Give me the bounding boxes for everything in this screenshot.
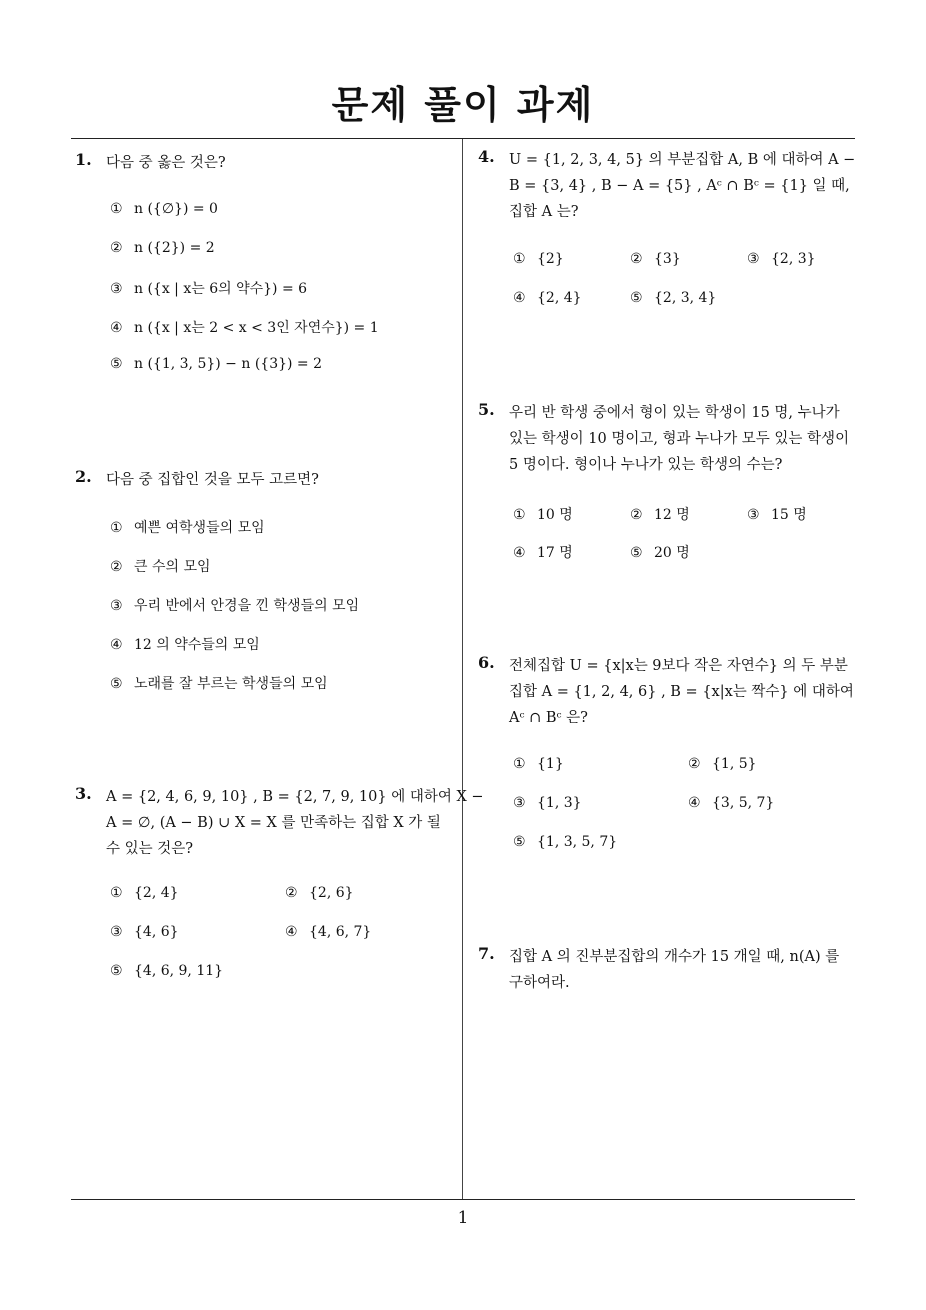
option-text: {2, 6} [309, 885, 354, 901]
question-stem [106, 150, 226, 176]
option-2[interactable] [285, 885, 354, 901]
option-1[interactable] [513, 756, 564, 772]
option-marker: ② [630, 507, 643, 523]
option-text: n ({x | x는 6의 약수}) = 6 [134, 281, 308, 297]
option-text: {4, 6} [134, 924, 179, 940]
option-marker: ④ [688, 795, 701, 811]
question-7 [478, 944, 863, 1004]
option-marker: ① [110, 520, 123, 536]
stem-line: 전체집합 U = {x|x는 9보다 작은 자연수} 의 두 부분 [509, 658, 848, 674]
option-2[interactable] [630, 504, 690, 524]
question-stem [106, 784, 484, 862]
question-stem [106, 467, 319, 493]
option-1[interactable] [513, 504, 573, 524]
question-6 [478, 653, 863, 863]
option-text: {2, 3} [771, 251, 816, 267]
question-number: 4. [478, 147, 495, 166]
option-text: {2} [537, 251, 564, 267]
option-1[interactable] [513, 251, 564, 267]
option-3[interactable] [110, 595, 359, 615]
question-2 [75, 467, 460, 707]
question-stem [509, 400, 849, 478]
stem-line: A = ∅, (A − B) ∪ X = X 를 만족하는 집합 X 가 될 [106, 815, 441, 831]
option-text: 20 명 [654, 545, 690, 561]
option-marker: ⑤ [513, 834, 526, 850]
option-5[interactable] [110, 356, 322, 372]
option-text: {1, 5} [712, 756, 757, 772]
option-text: {2, 4} [537, 290, 582, 306]
option-marker: ① [110, 201, 123, 217]
option-marker: ④ [513, 545, 526, 561]
question-number: 1. [75, 150, 92, 169]
stem-line: U = {1, 2, 3, 4, 5} 의 부분집합 A, B 에 대하여 A − [509, 152, 856, 168]
option-marker: ① [110, 885, 123, 901]
option-3[interactable] [747, 504, 807, 524]
option-5[interactable] [110, 673, 328, 693]
option-4[interactable] [110, 317, 379, 337]
option-marker: ③ [747, 507, 760, 523]
option-text: 17 명 [537, 545, 573, 561]
question-stem [509, 653, 854, 731]
option-marker: ④ [110, 637, 123, 653]
question-stem [509, 944, 839, 996]
option-1[interactable] [110, 517, 265, 537]
stem-line: 수 있는 것은? [106, 841, 194, 857]
stem-line: 구하여라. [509, 975, 570, 991]
option-3[interactable] [513, 795, 582, 811]
option-3[interactable] [747, 251, 816, 267]
option-text: 큰 수의 모임 [134, 559, 211, 575]
question-5 [478, 400, 863, 570]
option-text: n ({x | x는 2 < x < 3인 자연수}) = 1 [134, 320, 379, 336]
option-text: {1, 3, 5, 7} [537, 834, 618, 850]
question-stem [509, 147, 855, 225]
option-4[interactable] [688, 795, 774, 811]
option-text: n ({∅}) = 0 [134, 201, 218, 217]
option-text: 15 명 [771, 507, 807, 523]
option-marker: ⑤ [110, 963, 123, 979]
option-marker: ② [688, 756, 701, 772]
option-text: {4, 6, 7} [309, 924, 372, 940]
option-2[interactable] [630, 251, 681, 267]
stem-line: 집합 A 의 진부분집합의 개수가 15 개일 때, n(A) 를 [509, 949, 840, 965]
option-text: 10 명 [537, 507, 573, 523]
option-text: 우리 반에서 안경을 낀 학생들의 모임 [134, 598, 360, 614]
option-marker: ③ [110, 924, 123, 940]
option-marker: ③ [747, 251, 760, 267]
option-3[interactable] [110, 278, 307, 298]
option-4[interactable] [513, 542, 573, 562]
page-title: 문제 풀이 과제 [331, 83, 595, 127]
option-marker: ⑤ [630, 290, 643, 306]
option-2[interactable] [688, 756, 757, 772]
bottom-rule [71, 1199, 855, 1200]
option-marker: ③ [110, 598, 123, 614]
option-5[interactable] [513, 834, 617, 850]
option-marker: ④ [285, 924, 298, 940]
option-marker: ③ [110, 281, 123, 297]
option-marker: ⑤ [110, 356, 123, 372]
option-4[interactable] [110, 634, 260, 654]
option-text: n ({1, 3, 5}) − n ({3}) = 2 [134, 356, 323, 372]
option-2[interactable] [110, 556, 211, 576]
option-text: {2, 4} [134, 885, 179, 901]
stem-line: 다음 중 집합인 것을 모두 고르면? [106, 472, 319, 488]
option-text: {2, 3, 4} [654, 290, 717, 306]
stem-line: 있는 학생이 10 명이고, 형과 누나가 모두 있는 학생이 [509, 431, 850, 447]
stem-line: 다음 중 옳은 것은? [106, 155, 226, 171]
option-marker: ④ [110, 320, 123, 336]
option-text: 12 명 [654, 507, 690, 523]
option-marker: ③ [513, 795, 526, 811]
question-number: 6. [478, 653, 495, 672]
option-marker: ① [513, 756, 526, 772]
option-marker: ⑤ [110, 676, 123, 692]
option-3[interactable] [110, 924, 179, 940]
option-marker: ② [110, 240, 123, 256]
option-marker: ① [513, 251, 526, 267]
stem-line: Aᶜ ∩ Bᶜ 은? [509, 710, 588, 726]
option-text: {1, 3} [537, 795, 582, 811]
question-number: 7. [478, 944, 495, 963]
option-marker: ④ [513, 290, 526, 306]
stem-line: A = {2, 4, 6, 9, 10} , B = {2, 7, 9, 10} 에 대하여 X − [106, 789, 484, 805]
option-text: n ({2}) = 2 [134, 240, 215, 256]
stem-line: 우리 반 학생 중에서 형이 있는 학생이 15 명, 누나가 [509, 405, 840, 421]
option-2[interactable] [110, 240, 215, 256]
option-marker: ② [285, 885, 298, 901]
option-marker: ⑤ [630, 545, 643, 561]
option-text: 노래를 잘 부르는 학생들의 모임 [134, 676, 328, 692]
option-marker: ② [630, 251, 643, 267]
option-1[interactable] [110, 201, 218, 217]
question-1 [75, 150, 460, 390]
option-4[interactable] [285, 924, 371, 940]
option-5[interactable] [630, 290, 716, 306]
option-marker: ② [110, 559, 123, 575]
column-divider [462, 139, 463, 1200]
option-1[interactable] [110, 885, 179, 901]
option-text: {3, 5, 7} [712, 795, 775, 811]
question-4 [478, 147, 863, 317]
question-number: 3. [75, 784, 92, 803]
option-5[interactable] [110, 963, 223, 979]
top-rule [71, 138, 855, 139]
option-text: 12 의 약수들의 모임 [134, 637, 260, 653]
option-text: {4, 6, 9, 11} [134, 963, 224, 979]
option-marker: ① [513, 507, 526, 523]
option-text: {1} [537, 756, 564, 772]
stem-line: B = {3, 4} , B − A = {5} , Aᶜ ∩ Bᶜ = {1} 일 때, [509, 178, 850, 194]
option-text: 예쁜 여학생들의 모임 [134, 520, 265, 536]
stem-line: 5 명이다. 형이나 누나가 있는 학생의 수는? [509, 457, 783, 473]
page-number: 1 [457, 1208, 469, 1228]
stem-line: 집합 A = {1, 2, 4, 6} , B = {x|x는 짝수} 에 대하여 [509, 684, 854, 700]
option-4[interactable] [513, 290, 582, 306]
option-5[interactable] [630, 542, 690, 562]
stem-line: 집합 A 는? [509, 204, 579, 220]
question-3 [75, 784, 484, 994]
question-number: 5. [478, 400, 495, 419]
option-text: {3} [654, 251, 681, 267]
question-number: 2. [75, 467, 92, 486]
